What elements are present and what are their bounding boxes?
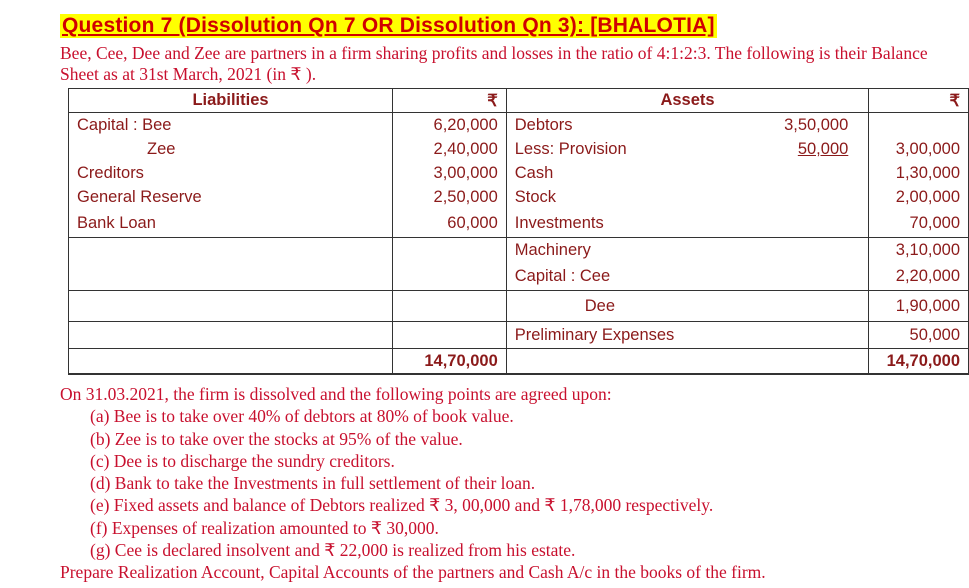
empty-cell	[69, 349, 393, 375]
liab-amount-header: ₹	[393, 89, 507, 113]
point-b: (b) Zee is to take over the stocks at 95% of the value.	[90, 428, 463, 449]
intro-text: Bee, Cee, Dee and Zee are partners in a firm sharing profits and losses in the ratio of 4:1:2:3. The following is their Balance Sheet as at 31st March, 2021 (in ₹ ).	[60, 43, 928, 84]
liability-label: Bank Loan	[69, 209, 393, 238]
empty-cell	[393, 262, 507, 291]
empty-cell	[69, 238, 393, 263]
asset-label: Capital : Cee	[506, 262, 869, 291]
table-row	[69, 185, 969, 209]
asset-cell	[506, 113, 869, 138]
asset-label: Less: Provision	[514, 139, 627, 158]
asset-label: Investments	[506, 209, 869, 238]
asset-label: Dee	[506, 291, 869, 322]
point-e: (e) Fixed assets and balance of Debtors realized ₹ 3, 00,000 and ₹ 1,78,000 respectively.	[90, 495, 714, 516]
question-details	[60, 383, 766, 584]
empty-cell	[393, 322, 507, 349]
liability-amount: 6,20,000	[393, 113, 507, 138]
point-c: (c) Dee is to discharge the sundry creditors.	[90, 450, 395, 471]
table-row	[69, 238, 969, 263]
asset-amount	[869, 113, 969, 138]
table-row	[69, 291, 969, 322]
asset-amount: 3,00,000	[869, 137, 969, 161]
table-row	[69, 209, 969, 238]
asset-amount: 2,20,000	[869, 262, 969, 291]
asset-label: Preliminary Expenses	[506, 322, 869, 349]
empty-cell	[69, 291, 393, 322]
total-row	[69, 349, 969, 375]
asset-subamount: 50,000	[797, 140, 849, 158]
table-header	[69, 89, 969, 113]
asset-label: Debtors	[514, 115, 573, 134]
asset-subamount: 3,50,000	[784, 116, 849, 134]
empty-cell	[393, 291, 507, 322]
liability-amount: 60,000	[393, 209, 507, 238]
table-row	[69, 161, 969, 185]
asset-amount: 3,10,000	[869, 238, 969, 263]
asset-label: Machinery	[506, 238, 869, 263]
balance-sheet-table	[68, 88, 969, 375]
asset-amount: 1,90,000	[869, 291, 969, 322]
point-g: (g) Cee is declared insolvent and ₹ 22,000 is realized from his estate.	[90, 540, 576, 561]
empty-cell	[69, 262, 393, 291]
liabilities-header: Liabilities	[69, 89, 393, 113]
asset-amount-header: ₹	[869, 89, 969, 113]
liability-label: General Reserve	[69, 185, 393, 209]
question-title: Question 7 (Dissolution Qn 7 OR Dissolution Qn 3): [BHALOTIA]	[62, 14, 715, 37]
liability-label: Capital : Bee	[69, 113, 393, 138]
table-row	[69, 322, 969, 349]
lead-text: On 31.03.2021, the firm is dissolved and the following points are agreed upon:	[60, 384, 612, 404]
liability-amount: 2,50,000	[393, 185, 507, 209]
empty-cell	[506, 349, 869, 375]
liability-amount: 3,00,000	[393, 161, 507, 185]
table-row	[69, 113, 969, 138]
empty-cell	[393, 238, 507, 263]
asset-amount: 2,00,000	[869, 185, 969, 209]
liabilities-total: 14,70,000	[393, 349, 507, 375]
asset-label: Cash	[506, 161, 869, 185]
point-f: (f) Expenses of realization amounted to ₹ 30,000.	[90, 517, 439, 538]
asset-amount: 70,000	[869, 209, 969, 238]
liability-label: Zee	[69, 137, 393, 161]
closing-instruction: Prepare Realization Account, Capital Accounts of the partners and Cash A/c in the books of the firm.	[60, 562, 766, 583]
table-row	[69, 137, 969, 161]
assets-total: 14,70,000	[869, 349, 969, 375]
liability-amount: 2,40,000	[393, 137, 507, 161]
table-row	[69, 262, 969, 291]
asset-cell	[506, 137, 869, 161]
empty-cell	[69, 322, 393, 349]
liability-label: Creditors	[69, 161, 393, 185]
point-a: (a) Bee is to take over 40% of debtors at 80% of book value.	[90, 406, 514, 427]
assets-header: Assets	[506, 89, 869, 113]
asset-label: Stock	[506, 185, 869, 209]
asset-amount: 50,000	[869, 322, 969, 349]
asset-amount: 1,30,000	[869, 161, 969, 185]
point-d: (d) Bank to take the Investments in full settlement of their loan.	[90, 473, 536, 494]
